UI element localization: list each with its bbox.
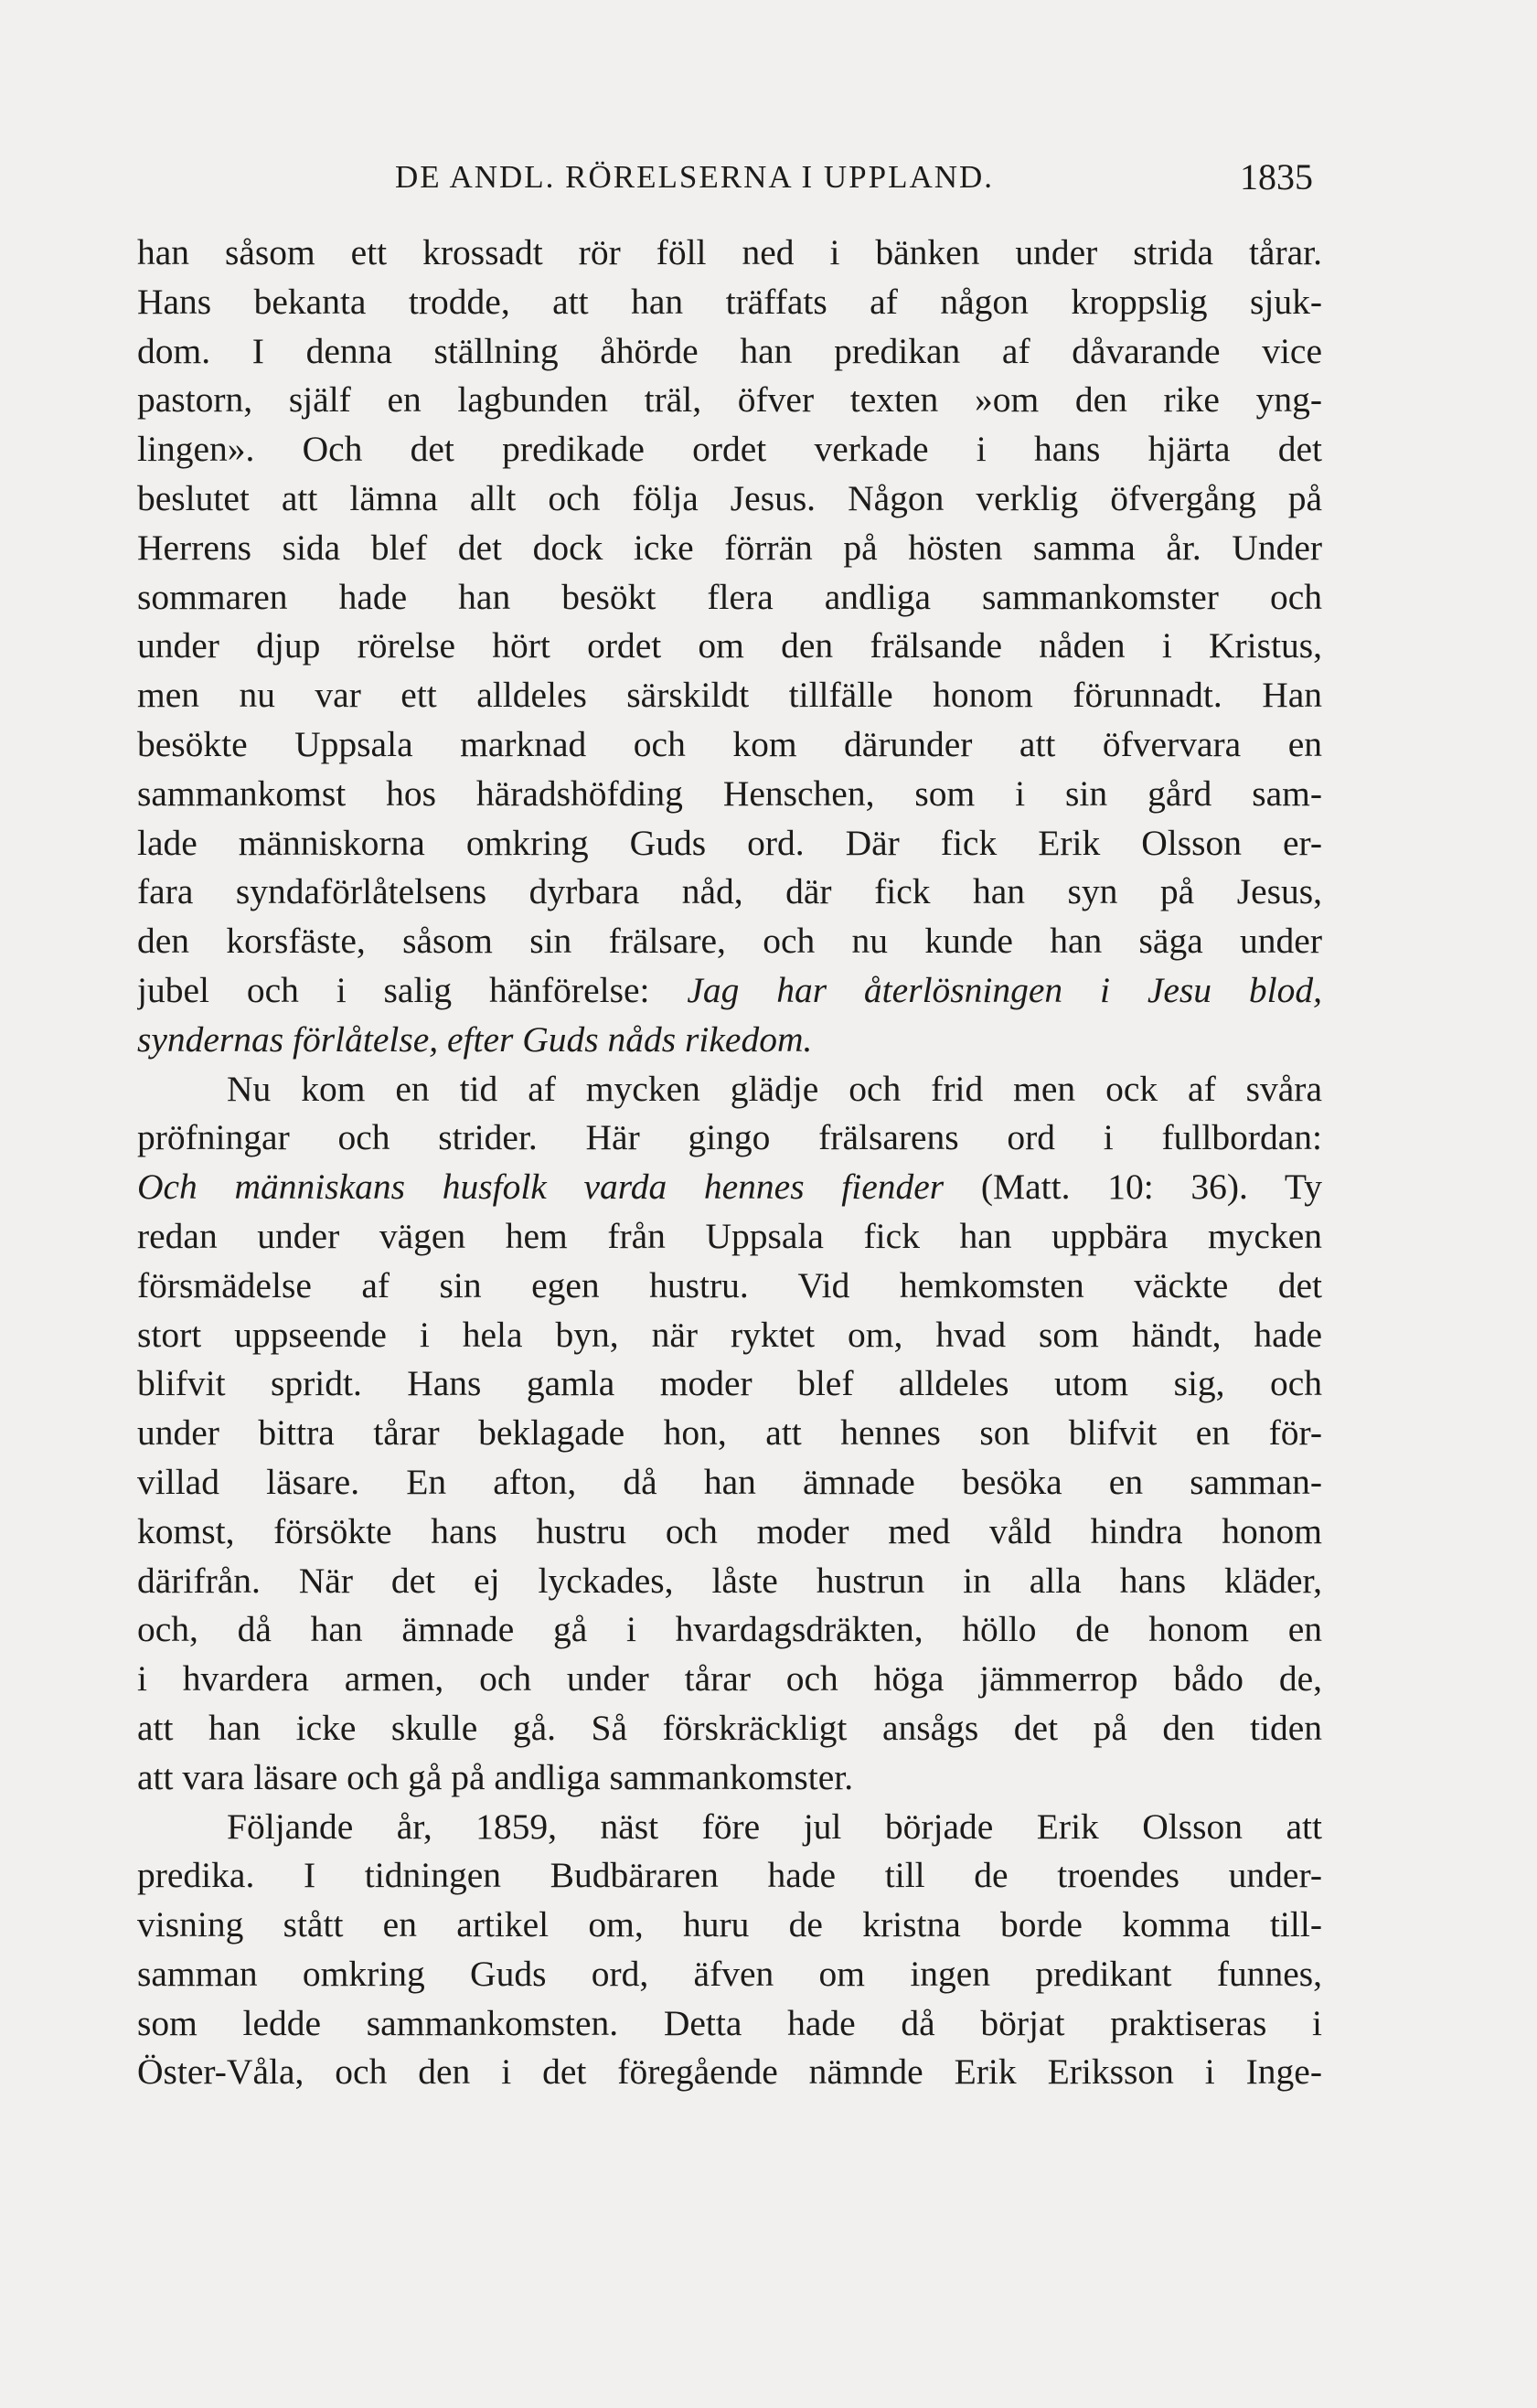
line-text: pröfningar och strider. Här gingo frälsarens ord i fullbordan: bbox=[137, 1117, 1322, 1158]
text-line bbox=[137, 2048, 1322, 2097]
text-line bbox=[137, 1409, 1322, 1458]
line-text: under bittra tårar beklagade hon, att hennes son blifvit en för- bbox=[137, 1412, 1322, 1454]
line-text: sammankomst hos häradshöfding Henschen, som i sin gård sam- bbox=[137, 772, 1322, 814]
text-line bbox=[137, 327, 1322, 377]
line-text: att han icke skulle gå. Så förskräckligt ansågs det på den tiden bbox=[137, 1707, 1322, 1748]
text-line bbox=[137, 1016, 1322, 1065]
text-line bbox=[137, 1113, 1322, 1163]
line-text: under djup rörelse hört ordet om den frälsande nåden i Kristus, bbox=[137, 625, 1322, 666]
text-line bbox=[137, 1212, 1322, 1262]
italic-text: Jag har återlösningen i Jesu blod, bbox=[687, 969, 1322, 1010]
line-text: beslutet att lämna allt och följa Jesus. Någon verklig öfvergång på bbox=[137, 477, 1322, 518]
text-line bbox=[137, 1704, 1322, 1753]
text-line bbox=[137, 278, 1322, 327]
line-text: Herrens sida blef det dock icke förrän på hösten samma år. Under bbox=[137, 527, 1322, 568]
text-line bbox=[137, 474, 1322, 524]
text-line bbox=[137, 1065, 1322, 1114]
text-line bbox=[137, 524, 1322, 573]
text-line bbox=[137, 671, 1322, 720]
line-text: i hvardera armen, och under tårar och höga jämmerrop bådo de, bbox=[137, 1658, 1322, 1699]
line-text: Följande år, 1859, näst före jul började Erik Olsson att bbox=[227, 1806, 1322, 1847]
text-line bbox=[137, 966, 1322, 1016]
line-text: försmädelse af sin egen hustru. Vid hemkomsten väckte det bbox=[137, 1264, 1322, 1305]
line-text: besökte Uppsala marknad och kom därunder att öfvervara en bbox=[137, 723, 1322, 764]
line-text: villad läsare. En afton, då han ämnade besöka en samman- bbox=[137, 1461, 1322, 1502]
line-text: stort uppseende i hela byn, när ryktet om, hvad som händt, hade bbox=[137, 1314, 1322, 1355]
text-line bbox=[137, 1605, 1322, 1655]
line-text: visning stått en artikel om, huru de kristna borde komma till- bbox=[137, 1904, 1322, 1945]
text-line bbox=[137, 1359, 1322, 1409]
line-text: lingen». Och det predikade ordet verkade i hans hjärta det bbox=[137, 429, 1322, 470]
text-line bbox=[137, 770, 1322, 819]
line-text: den korsfäste, såsom sin frälsare, och nu kunde han säga under bbox=[137, 921, 1322, 962]
line-text: och, då han ämnade gå i hvardagsdräkten, höllo de honom en bbox=[137, 1609, 1322, 1650]
text-line bbox=[137, 229, 1322, 278]
line-text: att vara läsare och gå på andliga sammankomster. bbox=[137, 1756, 854, 1797]
text-line bbox=[137, 917, 1322, 966]
text-line bbox=[137, 1508, 1322, 1557]
line-text: predika. I tidningen Budbäraren hade till de troendes under- bbox=[137, 1855, 1322, 1896]
line-text: som ledde sammankomsten. Detta hade då börjat praktiseras i bbox=[137, 2002, 1322, 2043]
text-line bbox=[137, 1999, 1322, 2049]
text-line bbox=[137, 1262, 1322, 1311]
line-text: pastorn, själf en lagbunden träl, öfver texten »om den rike yng- bbox=[137, 379, 1322, 421]
line-text: jubel och i salig hänförelse: bbox=[137, 969, 688, 1010]
text-line bbox=[137, 425, 1322, 474]
text-line bbox=[137, 1851, 1322, 1901]
text-line bbox=[137, 720, 1322, 770]
running-title: DE ANDL. RÖRELSERNA I UPPLAND. bbox=[395, 159, 995, 195]
text-line bbox=[137, 1655, 1322, 1704]
line-text: samman omkring Guds ord, äfven om ingen predikant funnes, bbox=[137, 1953, 1322, 1994]
text-line bbox=[137, 1311, 1322, 1360]
line-text: (Matt. 10: 36). Ty bbox=[944, 1167, 1322, 1208]
line-text: men nu var ett alldeles särskildt tillfälle honom förunnadt. Han bbox=[137, 675, 1322, 716]
text-line bbox=[137, 1557, 1322, 1606]
line-text: Hans bekanta trodde, att han träffats af någon kroppslig sjuk- bbox=[137, 281, 1322, 322]
text-line bbox=[137, 868, 1322, 917]
page-number: 1835 bbox=[1240, 156, 1313, 197]
running-head bbox=[137, 155, 1326, 210]
italic-text: Och människans husfolk varda hennes fiender bbox=[137, 1167, 945, 1208]
line-text: därifrån. När det ej lyckades, låste hustrun in alla hans kläder, bbox=[137, 1560, 1322, 1601]
line-text: sommaren hade han besökt flera andliga sammankomster och bbox=[137, 576, 1322, 617]
line-text: dom. I denna ställning åhörde han predikan af dåvarande vice bbox=[137, 330, 1322, 371]
text-line bbox=[137, 622, 1322, 671]
line-text: han såsom ett krossadt rör föll ned i bänken under strida tårar. bbox=[137, 232, 1322, 272]
text-line bbox=[137, 1950, 1322, 1999]
line-text: lade människorna omkring Guds ord. Där fick Erik Olsson er- bbox=[137, 822, 1322, 863]
text-line bbox=[137, 1753, 1322, 1803]
text-line bbox=[137, 1901, 1322, 1950]
line-text: komst, försökte hans hustru och moder med våld hindra honom bbox=[137, 1510, 1322, 1551]
line-text: redan under vägen hem från Uppsala fick han uppbära mycken bbox=[137, 1215, 1322, 1256]
text-line bbox=[137, 819, 1322, 868]
text-line bbox=[137, 376, 1322, 425]
line-text: blifvit spridt. Hans gamla moder blef alldeles utom sig, och bbox=[137, 1363, 1322, 1404]
line-text: fara syndaförlåtelsens dyrbara nåd, där fick han syn på Jesus, bbox=[137, 871, 1322, 912]
text-line bbox=[137, 1163, 1322, 1212]
body-text bbox=[137, 229, 1322, 2097]
text-line bbox=[137, 1458, 1322, 1508]
italic-text: syndernas förlåtelse, efter Guds nåds rikedom. bbox=[137, 1018, 813, 1060]
text-line bbox=[137, 1803, 1322, 1852]
line-text: Öster-Våla, och den i det föregående nämnde Erik Eriksson i Inge- bbox=[137, 2051, 1322, 2093]
line-text: Nu kom en tid af mycken glädje och frid men ock af svåra bbox=[227, 1068, 1322, 1109]
text-line bbox=[137, 573, 1322, 623]
